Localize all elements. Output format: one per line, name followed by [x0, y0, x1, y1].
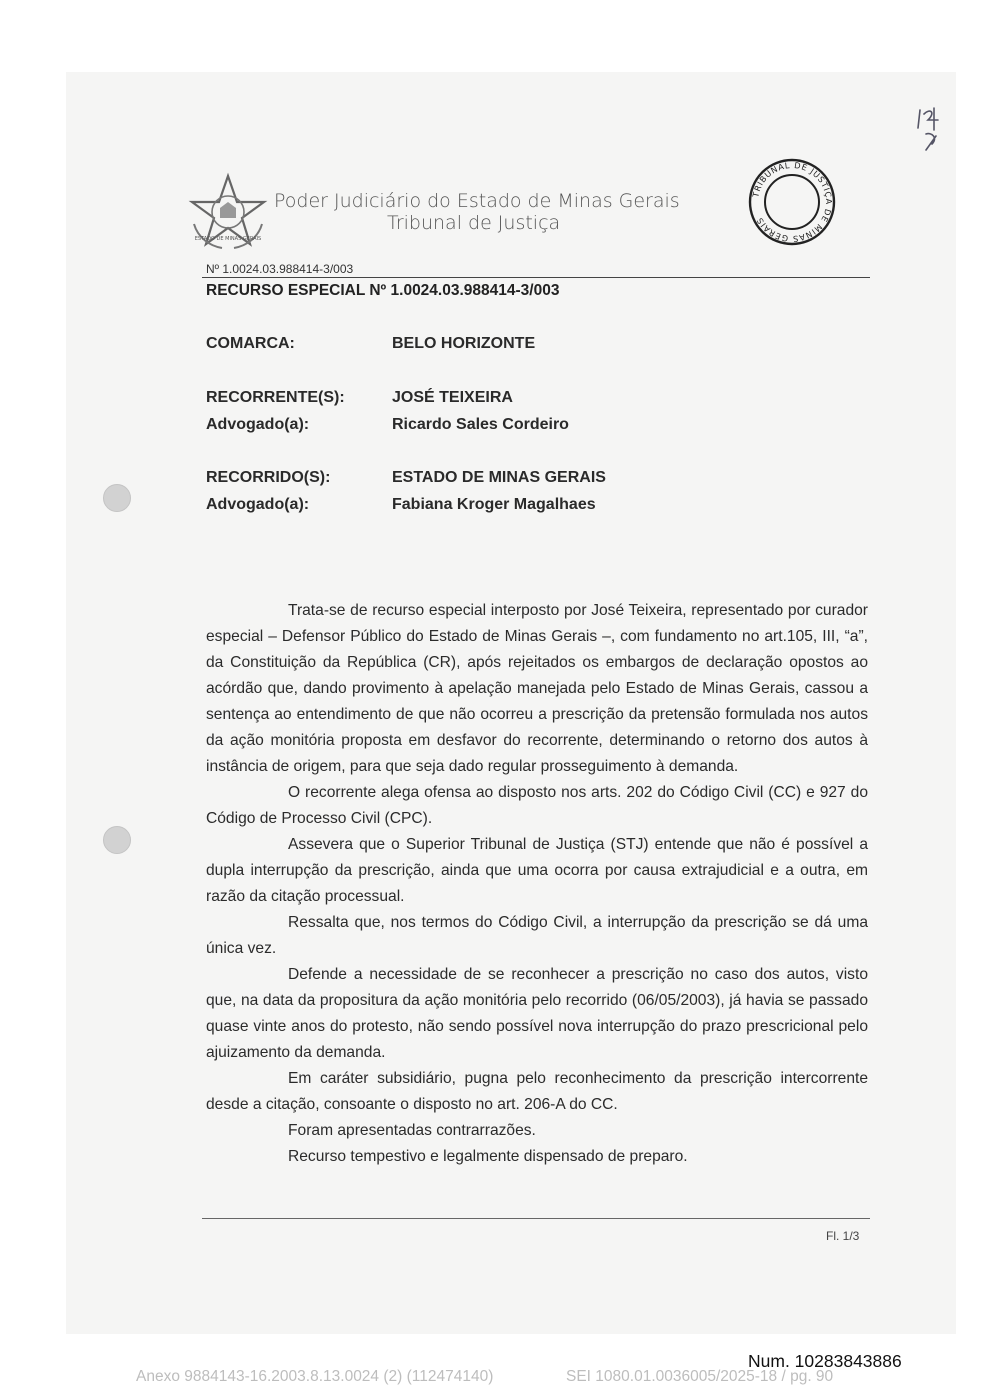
institution-line-2: Tribunal de Justiça: [387, 212, 561, 234]
process-number-small: Nº 1.0024.03.988414-3/003: [206, 262, 354, 276]
recurso-title: RECURSO ESPECIAL Nº 1.0024.03.988414-3/003: [206, 282, 560, 299]
comarca-label: COMARCA:: [206, 335, 295, 352]
page-number: Fl. 1/3: [826, 1229, 860, 1243]
annex-reference: Anexo 9884143-16.2003.8.13.0024 (2) (112474140): [136, 1368, 494, 1385]
paragraph: Foram apresentadas contrarrazões.: [288, 1122, 536, 1139]
recorrente-label: RECORRENTE(S):: [206, 389, 345, 406]
institution-line-1: Poder Judiciário do Estado de Minas Gerais: [274, 190, 680, 212]
recorrente-value: JOSÉ TEIXEIRA: [392, 389, 513, 406]
advogado-recorrente-value: Ricardo Sales Cordeiro: [392, 416, 569, 433]
institution-name: [274, 190, 714, 234]
punch-hole-top: [103, 484, 131, 512]
handwritten-mark: [912, 104, 952, 156]
punch-hole-bottom: [103, 826, 131, 854]
advogado-recorrente-label: Advogado(a):: [206, 416, 310, 433]
footer-divider: [202, 1218, 870, 1219]
paragraph: Recurso tempestivo e legalmente dispensado de preparo.: [288, 1148, 688, 1165]
document-num-stamp: Num. 10283843886: [748, 1351, 902, 1371]
paragraph: Em caráter subsidiário, pugna pelo reconhecimento da prescrição intercorrente desde a citação, consoante o disposto no art. 206-A do CC.: [206, 1070, 868, 1113]
paragraph: Ressalta que, nos termos do Código Civil, a interrupção da prescrição se dá uma única vez.: [206, 914, 868, 957]
decision-body: [206, 598, 868, 1170]
header-divider: [202, 277, 870, 278]
paragraph: Trata-se de recurso especial interposto por José Teixeira, representado por curador especial – Defensor Público do Estado de Minas Gerais –, com fundamento no art.105, III, “a”, da Constituição da República (CR), após rejeitados os embargos de declaração opostos ao acórdão que, dando provimento à apelação manejada pelo Estado de Minas Gerais, cassou a sentença ao entendimento de que não ocorreu a prescrição da pretensão formulada nos autos da ação monitória proposta em desfavor do recorrente, determinando o retorno dos autos à instância de origem, para que seja dado regular prosseguimento à demanda.: [206, 602, 868, 775]
seal-text: TRIBUNAL DE JUSTIÇA DE MINAS GERAIS: [750, 159, 835, 245]
recorrido-value: ESTADO DE MINAS GERAIS: [392, 469, 606, 486]
paragraph: O recorrente alega ofensa ao disposto nos arts. 202 do Código Civil (CC) e 927 do Código de Processo Civil (CPC).: [206, 784, 868, 827]
paragraph: Defende a necessidade de se reconhecer a prescrição no caso dos autos, visto que, na data da propositura da ação monitória pelo recorrido (06/05/2003), já havia se passado quase vinte anos do protesto, não sendo possível nova interrupção do prazo prescricional pelo ajuizamento da demanda.: [206, 966, 868, 1061]
recorrido-label: RECORRIDO(S):: [206, 469, 331, 486]
advogado-recorrido-value: Fabiana Kroger Magalhaes: [392, 496, 596, 513]
sei-reference: SEI 1080.01.0036005/2025-18 / pg. 90: [566, 1368, 834, 1385]
coat-of-arms-logo: [188, 172, 268, 252]
paragraph: Assevera que o Superior Tribunal de Justiça (STJ) entende que não é possível a dupla interrupção da prescrição, ainda que uma ocorra por causa extrajudicial e a outra, em razão da citação processual.: [206, 836, 868, 905]
comarca-value: BELO HORIZONTE: [392, 335, 536, 352]
logo-text: ESTADO DE MINAS GERAIS: [194, 236, 262, 242]
advogado-recorrido-label: Advogado(a):: [206, 496, 310, 513]
court-seal-stamp: [748, 158, 836, 246]
